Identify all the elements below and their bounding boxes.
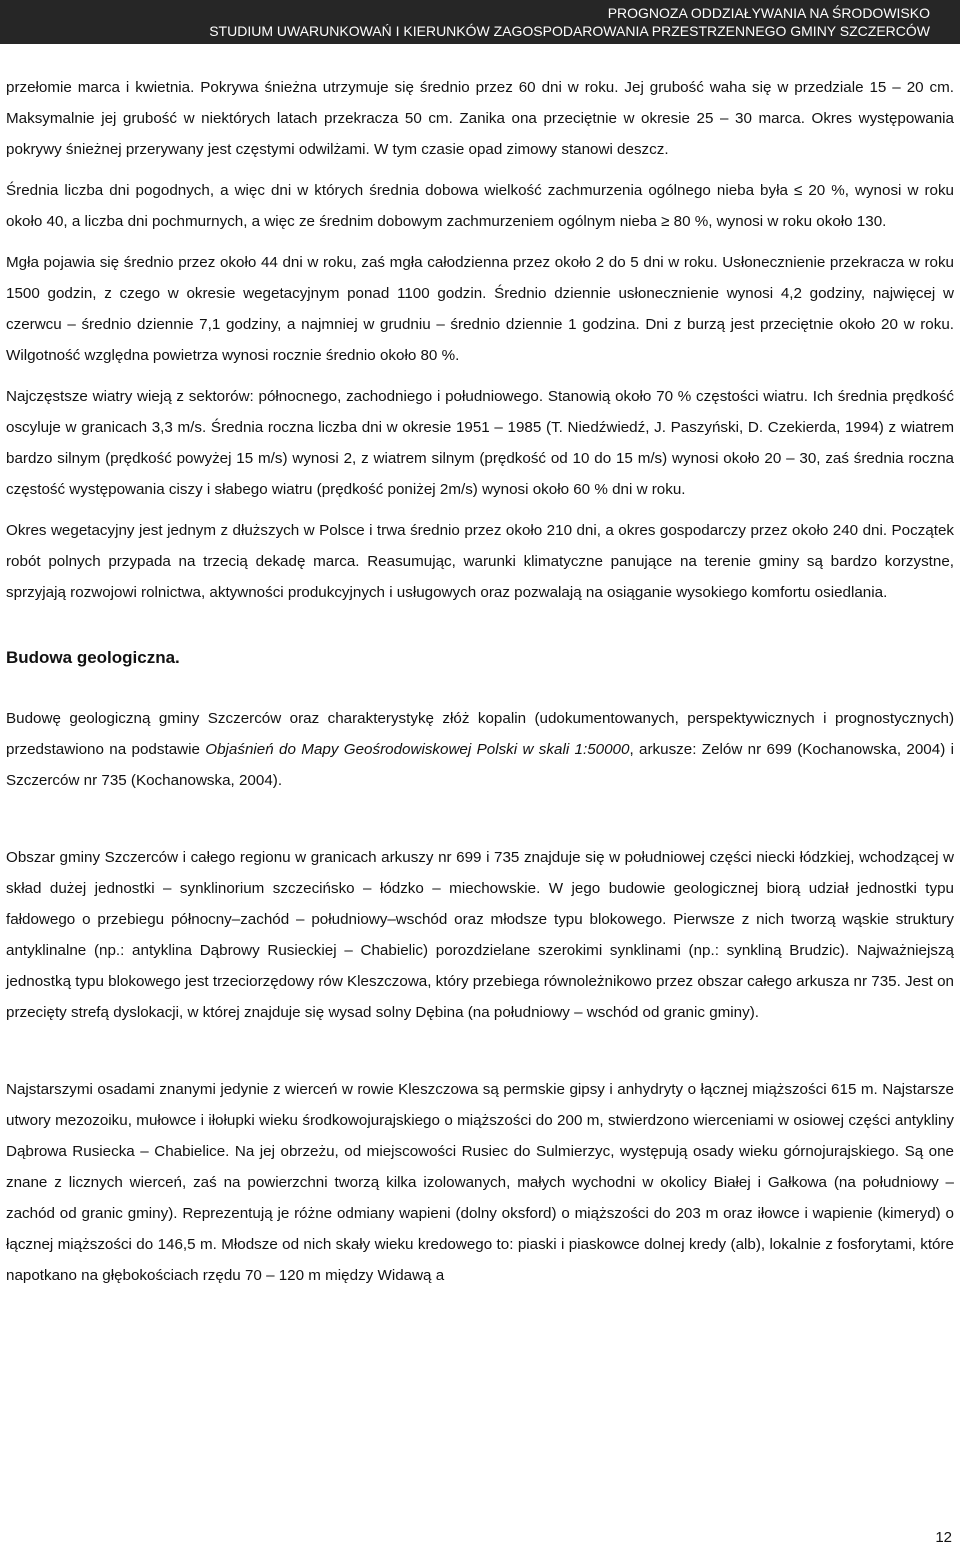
document-body <box>6 72 954 1291</box>
paragraph-regional-geology: Obszar gminy Szczerców i całego regionu w granicach arkuszy nr 699 i 735 znajduje się w południowej części niecki łódzkiej, wchodzącej w skład dużej jednostki – synklinorium szczecińsko – łódzko – miechowskie. W jego budowie geologicznej biorą udział jednostki typu fałdowego o przebiegu północny–zachód – południowy–wschód oraz młodsze typu blokowego. Pierwsze z nich tworzą wąskie struktury antyklinalne (np.: antyklina Dąbrowy Rusieckiej – Chabielic) porozdzielane szerokimi synklinami (np.: synkliną Brudzic). Najważniejszą jednostką typu blokowego jest trzeciorzędowy rów Kleszczowa, który przebiega równoleżnikowo przez obszar całego arkusza nr 735. Jest on przecięty strefą dyslokacji, w której znajduje się wysad solny Dębina (na południowy – wschód od granic gminy). <box>6 849 955 1021</box>
paragraph-snow-cover: przełomie marca i kwietnia. Pokrywa śnieżna utrzymuje się średnio przez 60 dni w roku. Jej grubość waha się w przedziale 15 – 20 cm. Maksymalnie jej grubość w niektórych latach przekracza 50 cm. Zanika ona przeciętnie w okresie 25 – 30 marca. Okres występowania pokrywy śnieżnej przerywany jest częstymi odwilżami. W tym czasie opad zimowy stanowi deszcz. <box>6 79 954 158</box>
section-heading-geology: Budowa geologiczna. <box>6 648 180 667</box>
paragraph-winds: Najczęstsze wiatry wieją z sektorów: północnego, zachodniego i południowego. Stanowią około 70 % częstości wiatru. Ich średnia prędkość oscyluje w granicach 3,3 m/s. Średnia roczna liczba dni w okresie 1951 – 1985 (T. Niedźwiedź, J. Paszyński, D. Czekierda, 1994) z wiatrem bardzo silnym (prędkość powyżej 15 m/s) wynosi 2, z wiatrem silnym (prędkość od 10 do 15 m/s) wynosi około 20 – 30, zaś średnia roczna częstość występowania ciszy i słabego wiatru (prędkość poniżej 2m/s) wynosi około 60 % dni w roku. <box>6 388 954 498</box>
document-header <box>0 0 960 44</box>
paragraph-geology-sources <box>6 703 954 796</box>
map-title-italic: Objaśnień do Mapy Geośrodowiskowej Polski w skali 1:50000 <box>205 741 630 758</box>
geology-sources-text-end: , arkusze: Zelów nr 699 (Kochanowska, 2004) i Szczerców nr 735 (Kochanowska, 2004). <box>6 741 954 789</box>
geology-sources-text-start: Budowę geologiczną gminy Szczerców oraz charakterystykę złóż kopalin (udokumentowanych, perspektywicznych i prognostycznych) przedstawiono na podstawie <box>6 710 954 758</box>
paragraph-cloudiness: Średnia liczba dni pogodnych, a więc dni w których średnia dobowa wielkość zachmurzenia ogólnego nieba była ≤ 20 %, wynosi w roku około 40, a liczba dni pochmurnych, a więc ze średnim dobowym zachmurzeniem ogólnym nieba ≥ 80 %, wynosi w roku około 130. <box>6 182 954 230</box>
header-subtitle: STUDIUM UWARUNKOWAŃ I KIERUNKÓW ZAGOSPODAROWANIA PRZESTRZENNEGO GMINY SZCZERCÓW <box>209 23 930 39</box>
header-title: PROGNOZA ODDZIAŁYWANIA NA ŚRODOWISKO <box>607 5 930 21</box>
page-number: 12 <box>935 1529 952 1546</box>
paragraph-oldest-deposits: Najstarszymi osadami znanymi jedynie z wierceń w rowie Kleszczowa są permskie gipsy i anhydryty o łącznej miąższości 615 m. Najstarsze utwory mezozoiku, mułowce i iłołupki wieku środkowojurajskiego o miąższości do 200 m, stwierdzono wierceniami w osiowej części antykliny Dąbrowa Rusiecka – Chabielice. Na jej obrzeżu, od miejscowości Rusiec do Sulmierzyc, występują osady wieku górnojurajskiego. Są one znane z licznych wierceń, zaś na powierzchni tworzą kilka izolowanych, małych wychodni w okolicy Białej i Gałkowa (na południowy – zachód od granic gminy). Reprezentują je różne odmiany wapieni (dolny oksford) o miąższości do 203 m oraz iłowce i wapienie (kimeryd) o łącznej miąższości do 146,5 m. Młodsze od nich skały wieku kredowego to: piaski i piaskowce dolnej kredy (alb), lokalnie z fosforytami, które napotkano na głębokościach rzędu 70 – 120 m między Widawą a <box>6 1081 954 1284</box>
paragraph-fog-sunshine: Mgła pojawia się średnio przez około 44 dni w roku, zaś mgła całodzienna przez około 2 do 5 dni w roku. Usłonecznienie przekracza w roku 1500 godzin, z czego w okresie wegetacyjnym ponad 1100 godzin. Średnio dziennie usłonecznienie wynosi 4,2 godziny, najwięcej w czerwcu – średnio dziennie 7,1 godziny, a najmniej w grudniu – średnio dziennie 1 godzina. Dni z burzą jest przeciętnie około 20 w roku. Wilgotność względna powietrza wynosi rocznie średnio około 80 %. <box>6 254 954 364</box>
paragraph-vegetation-period: Okres wegetacyjny jest jednym z dłuższych w Polsce i trwa średnio przez około 210 dni, a okres gospodarczy przez około 240 dni. Początek robót polnych przypada na trzecią dekadę marca. Reasumując, warunki klimatyczne panujące na terenie gminy są bardzo korzystne, sprzyjają rozwojowi rolnictwa, aktywności produkcyjnych i usługowych oraz pozwalają na osiąganie wysokiego komfortu osiedlania. <box>6 522 954 601</box>
